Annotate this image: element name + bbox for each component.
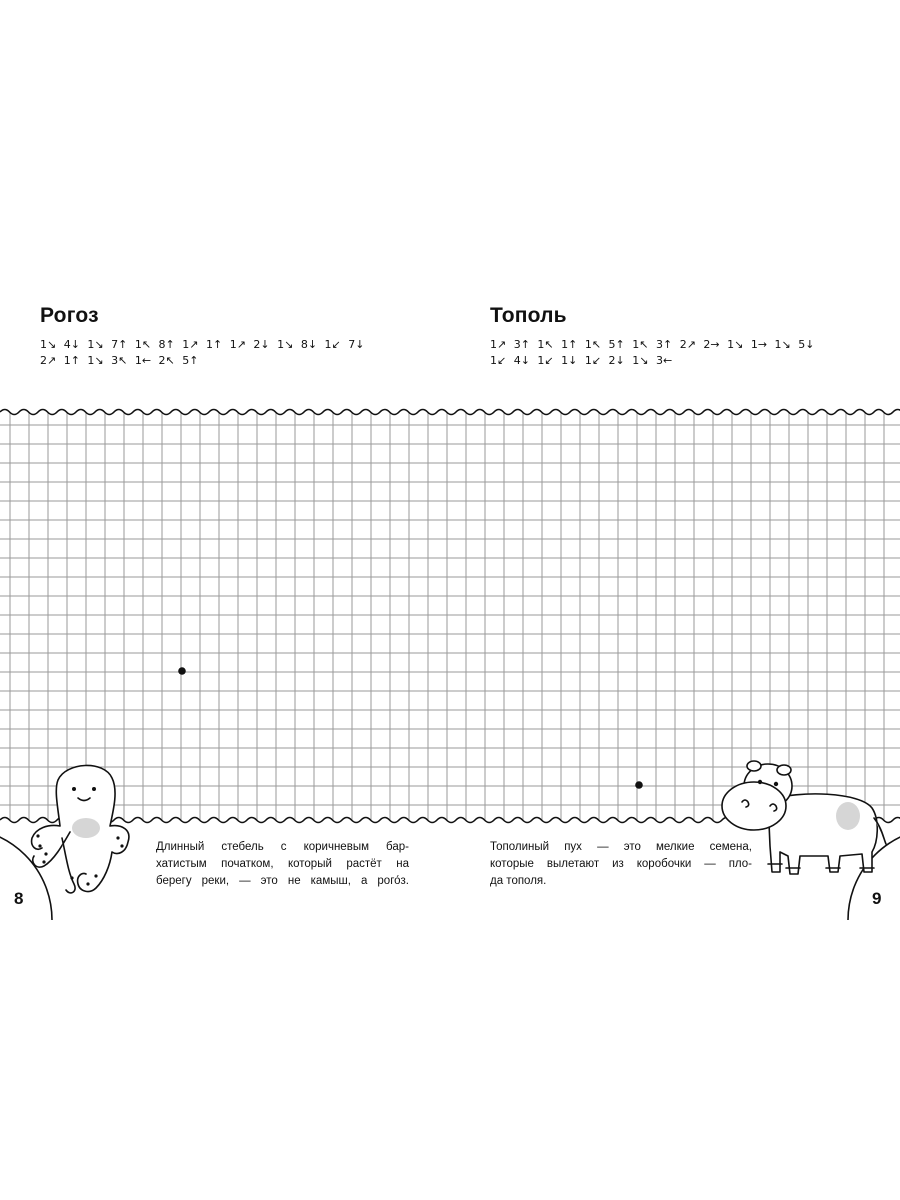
right-fact-text [490,839,752,890]
left-fact-line: берегу реки, — это не камыш, а рого́з. [156,875,409,887]
left-fact-text [156,839,409,890]
start-dot-left [178,667,186,675]
right-page-title: Тополь [490,304,567,327]
left-sequence-line-2: 2↗ 1↑ 1↘ 3↖ 1← 2↖ 5↑ [40,354,199,367]
right-sequence-line-2: 1↙ 4↓ 1↙ 1↓ 1↙ 2↓ 1↘ 3← [490,354,673,367]
start-dot-right [635,781,643,789]
right-sequence-line-1: 1↗ 3↑ 1↖ 1↑ 1↖ 5↑ 1↖ 3↑ 2↗ 2→ 1↘ 1→ 1↘ 5↓ [490,338,815,351]
right-fact-line: которые вылетают из коробочки — пло- [490,858,752,870]
left-fact-line: хатистым початком, который растёт на [156,858,409,870]
wavy-top-border [0,410,900,415]
right-fact-line: Тополиный пух — это мелкие семена, [490,841,752,853]
page-number-right: 9 [872,889,882,908]
left-sequence-line-1: 1↘ 4↓ 1↘ 7↑ 1↖ 8↑ 1↗ 1↑ 1↗ 2↓ 1↘ 8↓ 1↙ 7↓ [40,338,365,351]
right-fact-line: да тополя. [490,875,547,887]
left-page-title: Рогоз [40,304,99,327]
octopus-icon [32,765,129,892]
page-number-left: 8 [14,889,24,908]
left-fact-line: Длинный стебель с коричневым бар- [156,841,409,853]
graph-paper-grid [0,412,900,820]
